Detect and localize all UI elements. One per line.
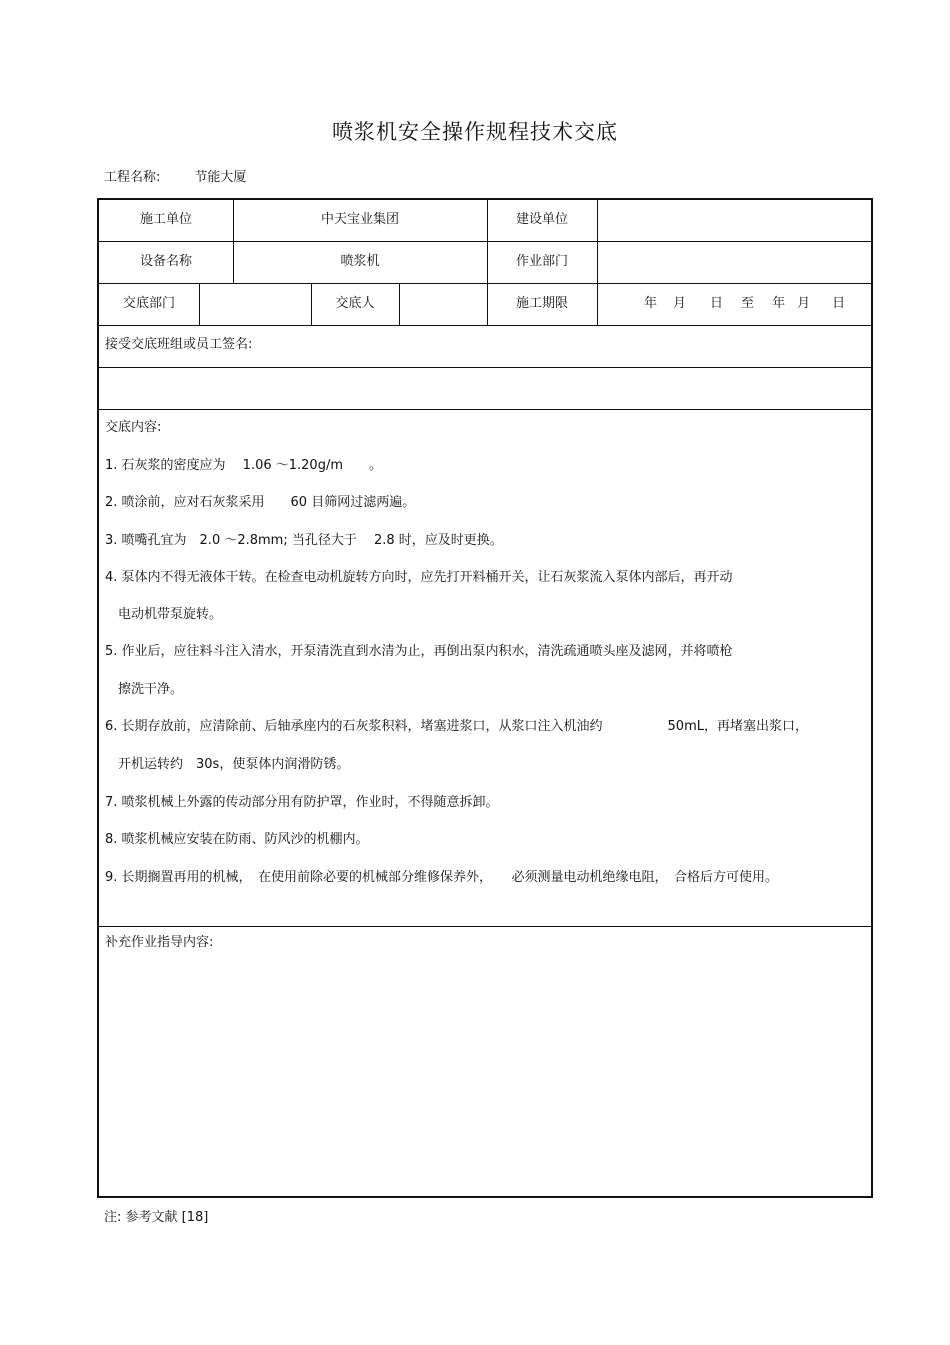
content-item: 2. 喷涂前，应对石灰浆采用 60 目筛网过滤两遍。 <box>105 495 416 510</box>
disclosure-dept-label: 交底部门 <box>122 296 175 311</box>
supplement-label: 补充作业指导内容: <box>105 935 214 950</box>
content-item: 9. 长期搁置再用的机械， 在使用前除必要的机械部分维修保养外， 必须测量电动机绝缘电阻， 合格后方可使用。 <box>105 870 779 885</box>
page-title: 喷浆机安全操作规程技术交底 <box>332 120 618 144</box>
sign-label: 接受交底班组或员工签名: <box>105 337 253 352</box>
equipment-name-value: 喷浆机 <box>340 254 380 269</box>
disclosure-table <box>97 198 873 1198</box>
content-item: 1. 石灰浆的密度应为 1.06 ～1.20g/m 。 <box>105 458 382 473</box>
construction-unit-value: 中天宝业集团 <box>320 212 399 227</box>
owner-unit-label: 建设单位 <box>515 212 568 227</box>
content-item: 6. 长期存放前，应清除前、后轴承座内的石灰浆积料，堵塞进浆口，从浆口注入机油约 50mL，再堵塞出浆口， <box>105 719 808 734</box>
content-item: 8. 喷浆机械应安装在防雨、防风沙的机棚内。 <box>105 832 369 847</box>
period-month-start: 月 <box>673 296 687 311</box>
project-label: 工程名称: <box>104 170 161 185</box>
content-item: 3. 喷嘴孔宜为 2.0 ～2.8mm; 当孔径大于 2.8 时，应及时更换。 <box>105 533 503 548</box>
period-year-end: 年 <box>772 296 786 311</box>
period-month-end: 月 <box>797 296 811 311</box>
period-day-start: 日 <box>710 296 724 311</box>
content-item: 4. 泵体内不得无液体干转。在检查电动机旋转方向时，应先打开料桶开关，让石灰浆流入泵体内部后，再开动 <box>105 570 733 585</box>
work-dept-label: 作业部门 <box>515 254 568 269</box>
construction-unit-label: 施工单位 <box>139 212 192 227</box>
period-day-end: 日 <box>832 296 846 311</box>
content-item: 擦洗干净。 <box>105 682 184 697</box>
content-item: 7. 喷浆机械上外露的传动部分用有防护罩，作业时，不得随意拆卸。 <box>105 795 499 810</box>
period-to: 至 <box>741 296 755 311</box>
content-item: 开机运转约 30s，使泵体内润滑防锈。 <box>105 757 350 772</box>
period-dates <box>644 296 845 312</box>
footnote: 注: 参考文献 [18] <box>104 1210 209 1225</box>
content-item: 5. 作业后，应往料斗注入清水，开泵清洗直到水清为止，再倒出泵内积水，清洗疏通喷头座及滤网，并将喷枪 <box>105 644 733 659</box>
content-label: 交底内容: <box>105 420 162 435</box>
period-label: 施工期限 <box>515 296 568 311</box>
content-item: 电动机带泵旋转。 <box>105 607 223 622</box>
project-value: 节能大厦 <box>194 170 247 185</box>
period-year-start: 年 <box>644 296 658 311</box>
discloser-label: 交底人 <box>335 296 375 311</box>
equipment-name-label: 设备名称 <box>139 254 192 269</box>
project-name <box>104 166 246 185</box>
